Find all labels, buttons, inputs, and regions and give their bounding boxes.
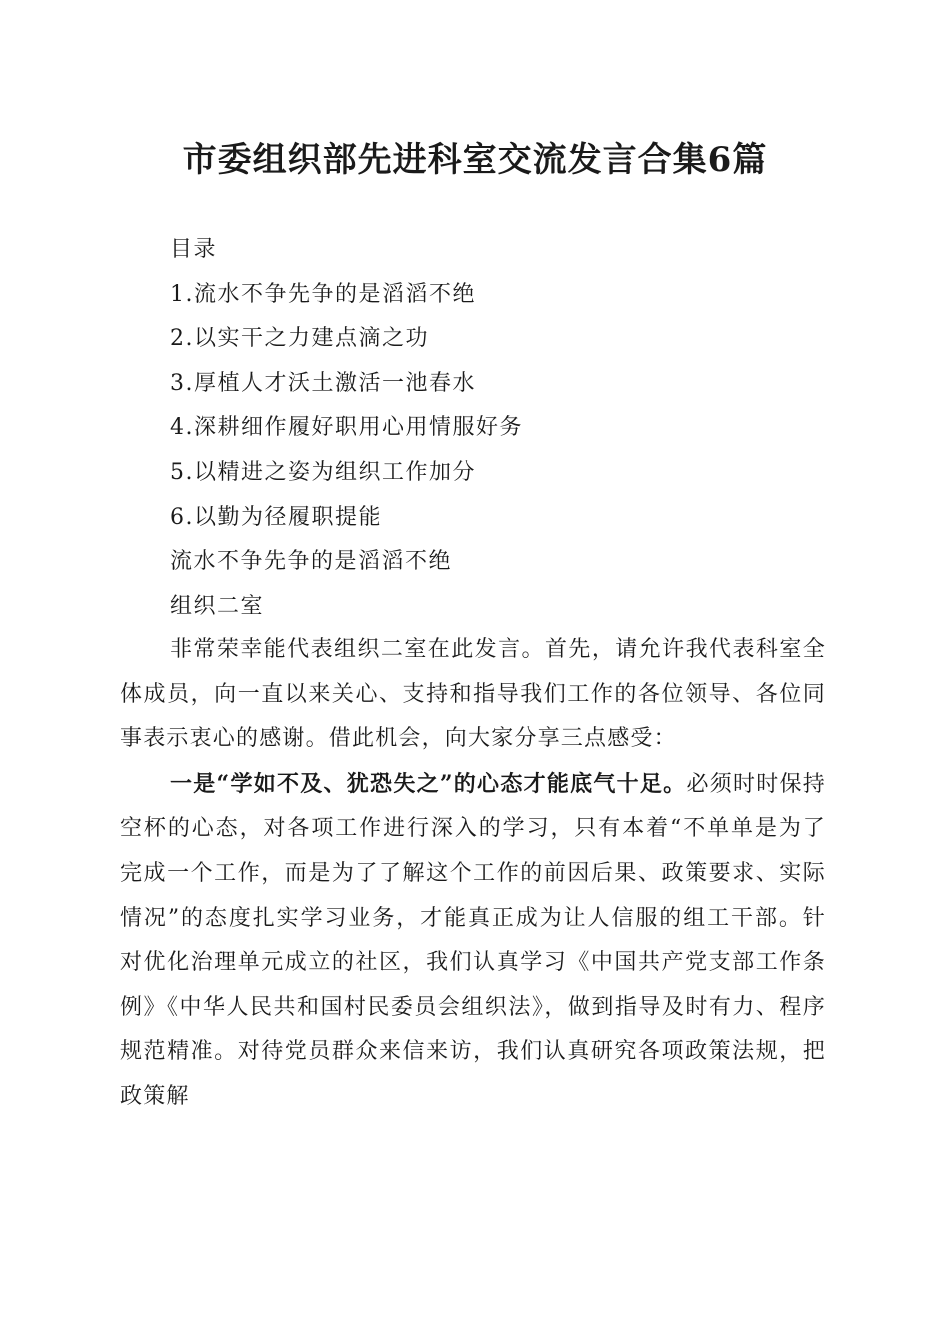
toc-item-4: 4.深耕细作履好职用心用情服好务 bbox=[170, 415, 523, 441]
section-title: 流水不争先争的是滔滔不绝 bbox=[170, 549, 453, 575]
document-body bbox=[120, 628, 826, 1120]
section-author: 组织二室 bbox=[170, 593, 265, 619]
document-title: 市委组织部先进科室交流发言合集6篇 bbox=[182, 140, 768, 180]
toc-heading: 目录 bbox=[170, 237, 218, 262]
paragraph-intro: 非常荣幸能代表组织二室在此发言。首先，请允许我代表科室全体成员，向一直以来关心、支持和指导我们工作的各位领导、各位同事表示衷心的感谢。借此机会，向大家分享三点感受： bbox=[120, 637, 826, 752]
toc-item-1: 1.流水不争先争的是滔滔不绝 bbox=[170, 281, 476, 307]
paragraph-point-one bbox=[120, 762, 826, 1120]
paragraph-body-text: 必须时时保持空杯的心态，对各项工作进行深入的学习，只有本着“不单单是为了完成一个工作，而是为了了解这个工作的前因后果、政策要求、实际情况”的态度扎实学习业务，才能真正成为让人信服的组工干部。针对优化治理单元成立的社区，我们认真学习《中国共产党支部工作条例》《中华人民共和国村民委员会组织法》，做到指导及时有力、程序规范精准。对待党员群众来信来访，我们认真研究各项政策法规，把政策解 bbox=[120, 771, 826, 1109]
paragraph-lead-sentence: 一是“学如不及、犹恐失之”的心态才能底气十足。 bbox=[170, 770, 687, 797]
toc-item-5: 5.以精进之姿为组织工作加分 bbox=[170, 459, 476, 485]
toc-item-3: 3.厚植人才沃土激活一池春水 bbox=[170, 370, 476, 396]
toc-item-6: 6.以勤为径履职提能 bbox=[170, 504, 382, 530]
table-of-contents bbox=[170, 228, 830, 629]
toc-item-2: 2.以实干之力建点滴之功 bbox=[170, 326, 429, 352]
